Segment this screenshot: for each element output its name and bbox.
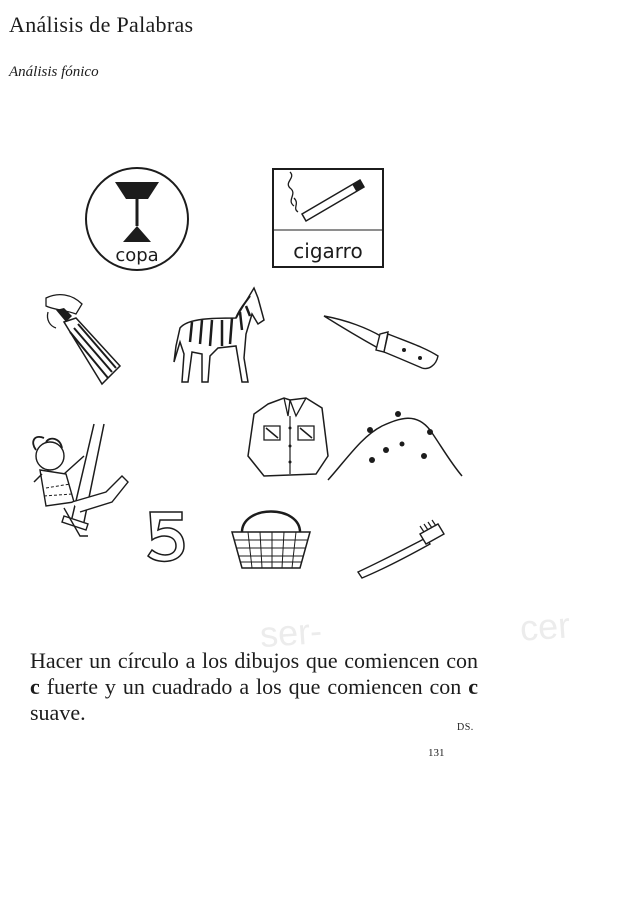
letter-c-suave: c — [468, 674, 478, 699]
copa-icon[interactable] — [84, 166, 190, 272]
cerro-icon[interactable] — [326, 406, 464, 482]
cepillo-icon[interactable] — [354, 520, 448, 580]
numero-cinco-icon[interactable] — [144, 508, 188, 566]
cigarro-label: cigarro — [293, 239, 363, 263]
page-number: 131 — [428, 747, 445, 759]
letter-c-fuerte: c — [30, 674, 40, 699]
bleed-through-mark: cer — [518, 604, 572, 649]
columpio-nina-icon[interactable] — [20, 422, 132, 546]
corbata-icon[interactable] — [42, 292, 124, 386]
cigarro-icon[interactable] — [272, 168, 384, 268]
instruction-part-1: Hacer un círculo a los dibujos que comiencen con — [30, 648, 478, 673]
page-title: Análisis de Palabras — [9, 12, 194, 37]
cuchillo-icon[interactable] — [322, 312, 442, 374]
instruction-text — [30, 648, 478, 726]
copa-label: copa — [115, 245, 159, 266]
section-subtitle: Análisis fónico — [9, 64, 99, 80]
instruction-part-2: fuerte y un cuadrado a los que comiencen con — [39, 674, 469, 699]
exercise-code: DS. — [457, 722, 474, 733]
camisa-icon[interactable] — [244, 394, 330, 478]
bleed-through-mark: ser- — [258, 609, 324, 656]
canasta-icon[interactable] — [228, 500, 314, 572]
cebra-icon[interactable] — [166, 284, 270, 388]
instruction-part-3: suave. — [30, 700, 86, 725]
